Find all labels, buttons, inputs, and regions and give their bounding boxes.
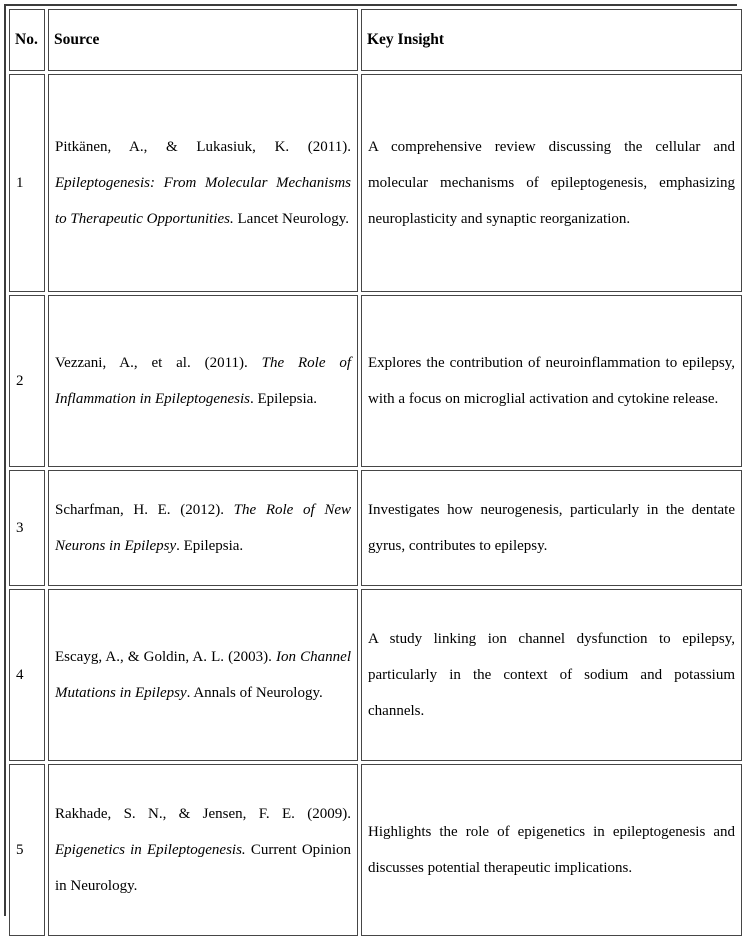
row-number-cell: 3 xyxy=(9,470,45,586)
table-row xyxy=(9,470,742,586)
source-cell: Vezzani, A., et al. (2011). The Role of Inflammation in Epileptogenesis. Epilepsia. xyxy=(48,295,358,467)
column-header-no: No. xyxy=(9,9,45,71)
key-insight-cell: Highlights the role of epigenetics in epileptogenesis and discusses potential therapeutic implications. xyxy=(361,764,742,936)
key-insight-cell: A study linking ion channel dysfunction to epilepsy, particularly in the context of sodium and potassium channels. xyxy=(361,589,742,761)
table-header-row xyxy=(9,9,742,71)
table-row xyxy=(9,764,742,936)
row-number-cell: 5 xyxy=(9,764,45,936)
table-row xyxy=(9,74,742,292)
source-cell: Pitkänen, A., & Lukasiuk, K. (2011). Epileptogenesis: From Molecular Mechanisms to Therapeutic Opportunities. Lancet Neurology. xyxy=(48,74,358,292)
column-header-insight: Key Insight xyxy=(361,9,742,71)
source-cell: Rakhade, S. N., & Jensen, F. E. (2009). Epigenetics in Epileptogenesis. Current Opinion in Neurology. xyxy=(48,764,358,936)
table-row xyxy=(9,589,742,761)
source-cell: Escayg, A., & Goldin, A. L. (2003). Ion Channel Mutations in Epilepsy. Annals of Neurology. xyxy=(48,589,358,761)
reference-table xyxy=(6,6,745,939)
row-number-cell: 4 xyxy=(9,589,45,761)
row-number-cell: 1 xyxy=(9,74,45,292)
row-number-cell: 2 xyxy=(9,295,45,467)
reference-table-frame xyxy=(4,4,737,916)
source-cell: Scharfman, H. E. (2012). The Role of New Neurons in Epilepsy. Epilepsia. xyxy=(48,470,358,586)
key-insight-cell: Explores the contribution of neuroinflammation to epilepsy, with a focus on microglial activation and cytokine release. xyxy=(361,295,742,467)
column-header-source: Source xyxy=(48,9,358,71)
table-body xyxy=(9,74,742,936)
table-row xyxy=(9,295,742,467)
key-insight-cell: Investigates how neurogenesis, particularly in the dentate gyrus, contributes to epilepsy. xyxy=(361,470,742,586)
key-insight-cell: A comprehensive review discussing the cellular and molecular mechanisms of epileptogenesis, emphasizing neuroplasticity and synaptic reorganization. xyxy=(361,74,742,292)
